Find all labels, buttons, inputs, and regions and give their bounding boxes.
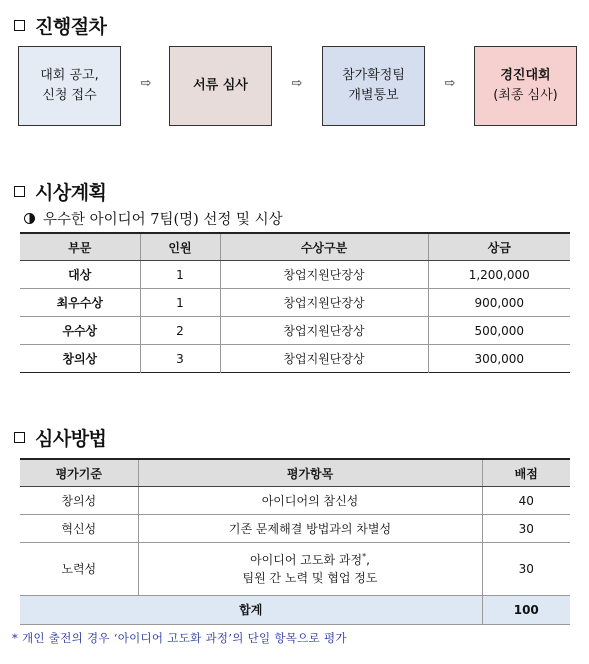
- checkbox-bullet-icon: [14, 186, 25, 197]
- award-count: 1: [140, 289, 220, 317]
- table-header-row: [20, 233, 570, 261]
- eval-item: 아이디어 고도화 과정: [250, 553, 363, 567]
- flow-step-3: [322, 46, 425, 126]
- award-count: 1: [140, 261, 220, 289]
- award-category: 대상: [20, 261, 140, 289]
- column-header: 수상구분: [220, 233, 428, 261]
- right-arrow-icon: ⇨: [444, 76, 456, 91]
- section-title-awards: [14, 178, 106, 205]
- eval-criterion: 창의성: [20, 487, 138, 515]
- right-arrow-icon: ⇨: [291, 76, 303, 91]
- column-header: 상금: [428, 233, 570, 261]
- flow-step-line: 개별통보: [348, 88, 399, 103]
- checkbox-bullet-icon: [14, 20, 25, 31]
- award-count: 2: [140, 317, 220, 345]
- awards-subtitle: [24, 208, 283, 229]
- table-row: [20, 289, 570, 317]
- flow-step-line: (최종 심사): [493, 88, 558, 103]
- column-header: 부문: [20, 233, 140, 261]
- award-type: 창업지원단장상: [220, 345, 428, 373]
- award-type: 창업지원단장상: [220, 317, 428, 345]
- eval-item-line2: 팀원 간 노력 및 협업 정도: [242, 571, 378, 585]
- flow-step-1: [18, 46, 121, 126]
- flow-step-line: 대회 공고,: [40, 67, 99, 83]
- award-type: 창업지원단장상: [220, 289, 428, 317]
- column-header: 평가기준: [20, 459, 138, 487]
- table-row: [20, 261, 570, 289]
- awards-table: [20, 232, 570, 373]
- table-row: [20, 317, 570, 345]
- flow-step-2: [169, 46, 272, 126]
- process-flow: [18, 46, 578, 128]
- column-header: 배점: [482, 459, 570, 487]
- total-row: [20, 596, 570, 625]
- awards-subtitle-text: 우수한 아이디어 7팀(명) 선정 및 시상: [43, 212, 283, 228]
- eval-score: 30: [482, 543, 570, 596]
- section-title-text: 심사방법: [35, 428, 107, 450]
- award-prize: 1,200,000: [428, 261, 570, 289]
- total-label: 합계: [20, 596, 482, 625]
- eval-item-multiline: [138, 543, 482, 596]
- table-row: [20, 543, 570, 596]
- table-row: [20, 345, 570, 373]
- column-header: 평가항목: [138, 459, 482, 487]
- award-prize: 900,000: [428, 289, 570, 317]
- award-type: 창업지원단장상: [220, 261, 428, 289]
- flow-step-line: 참가확정팀: [342, 67, 405, 83]
- eval-item-tail: ,: [366, 553, 370, 567]
- eval-score: 40: [482, 487, 570, 515]
- footnote-mark: *: [362, 552, 367, 561]
- flow-step-line: 신청 접수: [42, 88, 97, 103]
- section-title-process: [14, 12, 106, 39]
- right-arrow-icon: ⇨: [140, 76, 152, 91]
- eval-criterion: 노력성: [20, 543, 138, 596]
- award-category: 창의상: [62, 352, 98, 366]
- total-score: 100: [482, 596, 570, 625]
- award-count: 3: [140, 345, 220, 373]
- eval-item: 아이디어의 참신성: [138, 487, 482, 515]
- eval-item: 기존 문제해결 방법과의 차별성: [138, 515, 482, 543]
- flow-step-4: [474, 46, 577, 126]
- section-title-text: 진행절차: [35, 16, 107, 38]
- award-prize: 300,000: [428, 345, 570, 373]
- checkbox-bullet-icon: [14, 432, 25, 443]
- section-title-text: 시상계획: [35, 182, 107, 204]
- eval-criterion: 혁신성: [20, 515, 138, 543]
- footnote: * 개인 출전의 경우 ‘아이디어 고도화 과정’의 단일 항목으로 평가: [12, 631, 347, 645]
- award-category: 최우수상: [20, 289, 140, 317]
- table-row: [20, 515, 570, 543]
- table-header-row: [20, 459, 570, 487]
- half-circle-bullet-icon: [24, 213, 35, 224]
- eval-score: 30: [482, 515, 570, 543]
- section-title-evaluation: [14, 424, 106, 451]
- award-prize: 500,000: [428, 317, 570, 345]
- award-category: 우수상: [20, 317, 140, 345]
- flow-step-line: 서류 심사: [193, 77, 248, 93]
- flow-step-line: 경진대회: [500, 67, 551, 83]
- column-header: 인원: [140, 233, 220, 261]
- evaluation-table: [20, 458, 570, 625]
- table-row: [20, 487, 570, 515]
